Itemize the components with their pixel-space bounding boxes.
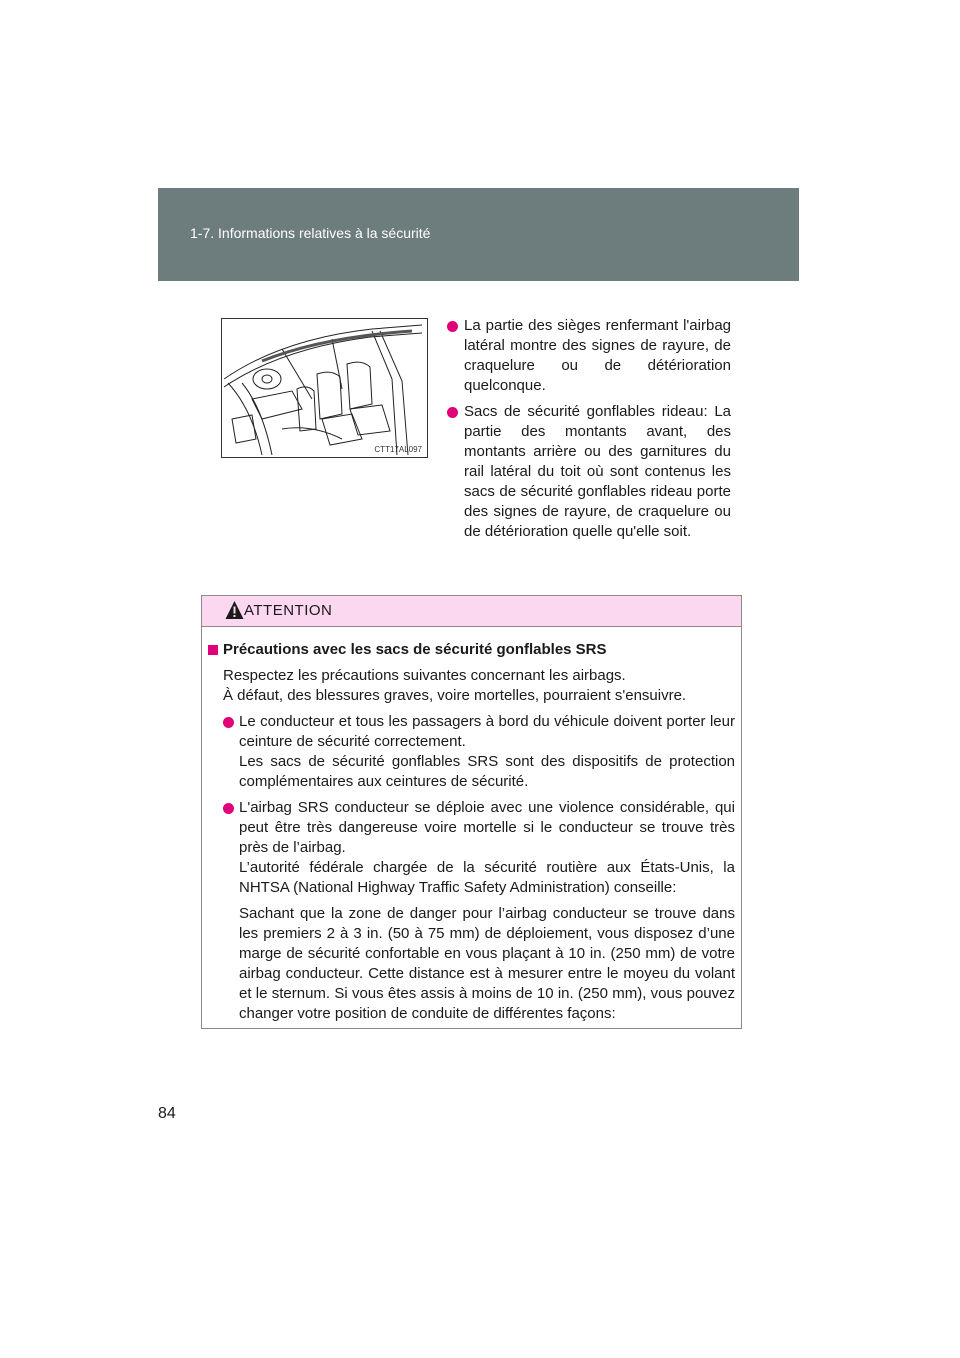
- attention-title-text: Précautions avec les sacs de sécurité gonflables SRS: [223, 641, 607, 658]
- list-item-text: L'airbag SRS conducteur se déploie avec une violence considérable, qui peut être très dangereuse voire mortelle si le conducteur se trouve très près de l’airbag.: [239, 799, 735, 856]
- car-interior-drawing: [222, 319, 427, 457]
- attention-body: [202, 627, 741, 1024]
- section-header: [158, 188, 799, 281]
- figure-code: CTT17AL097: [374, 445, 422, 454]
- list-item: [447, 316, 731, 396]
- section-title: 1-7. Informations relatives à la sécurité: [190, 225, 431, 241]
- page-number: 84: [158, 1105, 176, 1122]
- side-bullet-list: [447, 316, 731, 548]
- list-item: [208, 798, 735, 1024]
- warning-triangle-icon: [225, 600, 244, 620]
- intro-line: À défaut, des blessures graves, voire mortelles, pourraient s'ensuivre.: [223, 687, 687, 704]
- attention-label: ATTENTION: [244, 602, 333, 619]
- attention-intro: [208, 666, 735, 706]
- square-bullet-icon: [208, 645, 218, 655]
- list-item-quote: Sachant que la zone de danger pour l’airbag conducteur se trouve dans les premiers 2 à 3 in. (50 à 75 mm) de déploiement, vous disposez d’une marge de sécurité confortable en vous plaçant à 10 in. (250 mm) de votre airbag conducteur. Cette distance est à mesurer entre le moyeu du volant et le sternum. Si vous êtes assis à moins de 10 in. (250 mm), vous pouvez changer votre position de conduite de différentes façons:: [239, 905, 735, 1022]
- list-item-note: L’autorité fédérale chargée de la sécurité routière aux États-Unis, la NHTSA (National Highway Traffic Safety Administration) conseille:: [239, 859, 735, 896]
- bullet-icon: [223, 803, 234, 814]
- bullet-icon: [447, 321, 458, 332]
- bullet-icon: [447, 407, 458, 418]
- list-item-text: Le conducteur et tous les passagers à bord du véhicule doivent porter leur ceinture de sécurité correctement.: [239, 713, 735, 750]
- bullet-icon: [223, 717, 234, 728]
- car-interior-illustration: [221, 318, 428, 458]
- attention-header: [202, 596, 741, 627]
- list-item-text: Sacs de sécurité gonflables rideau: La partie des montants avant, des montants arrière ou des garnitures du rail latéral du toit où sont contenus les sacs de sécurité gonflables rideau porte des signes de rayure, de craquelure ou de détérioration quelle qu'elle soit.: [464, 403, 731, 540]
- intro-line: Respectez les précautions suivantes concernant les airbags.: [223, 667, 626, 684]
- list-item: [208, 712, 735, 792]
- list-item-note: Les sacs de sécurité gonflables SRS sont des dispositifs de protection complémentaires aux ceintures de sécurité.: [239, 753, 735, 790]
- list-item: [447, 402, 731, 542]
- attention-title: [208, 640, 735, 660]
- attention-box: [201, 595, 742, 1029]
- list-item-text: La partie des sièges renfermant l'airbag latéral montre des signes de rayure, de craquelure ou de détérioration quelconque.: [464, 317, 731, 394]
